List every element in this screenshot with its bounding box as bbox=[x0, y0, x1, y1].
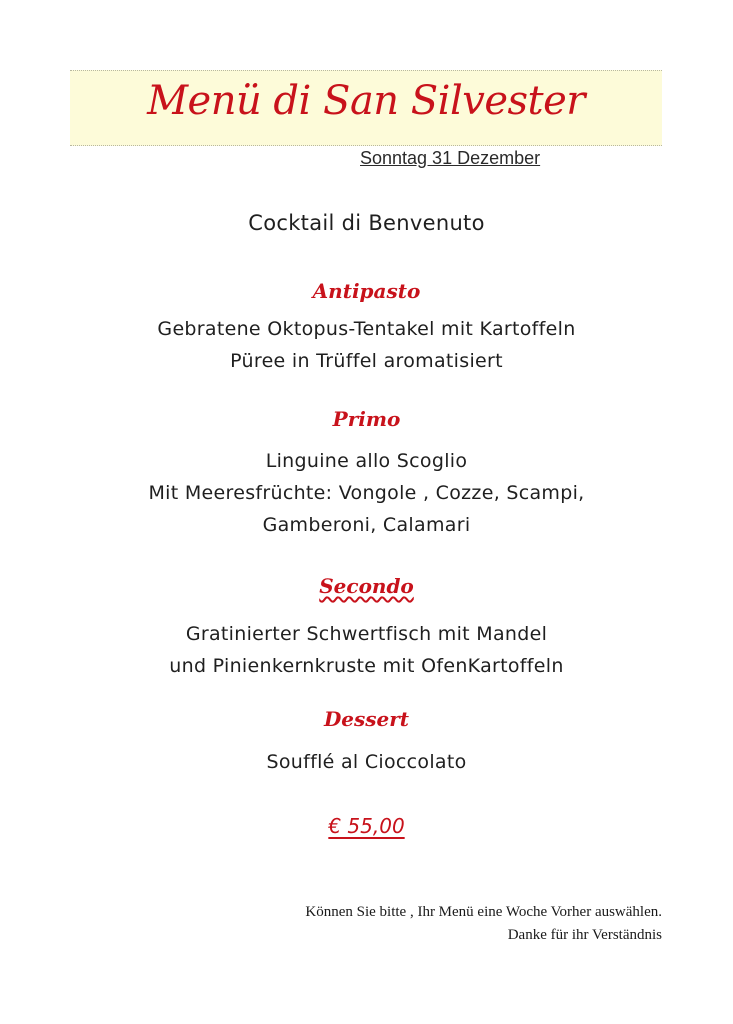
course-heading-secondo bbox=[0, 574, 733, 598]
antipasto-line-2: Püree in Trüffel aromatisiert bbox=[230, 350, 503, 372]
dessert-line-1: Soufflé al Cioccolato bbox=[266, 751, 467, 773]
menu-title: Menü di San Silvester bbox=[147, 78, 585, 124]
secondo-line-2: und Pinienkernkruste mit OfenKartoffeln bbox=[169, 655, 564, 677]
footer-note-1: Können Sie bitte , Ihr Menü eine Woche Vorher auswählen. bbox=[305, 904, 662, 920]
primo-line-2: Mit Meeresfrüchte: Vongole , Cozze, Scampi, bbox=[148, 482, 585, 504]
menu-price bbox=[0, 814, 733, 838]
welcome-cocktail: Cocktail di Benvenuto bbox=[248, 211, 485, 235]
secondo-label: Secondo bbox=[319, 574, 414, 598]
course-heading-dessert: Dessert bbox=[323, 707, 410, 731]
secondo-line-1: Gratinierter Schwertfisch mit Mandel bbox=[185, 623, 548, 645]
course-heading-antipasto: Antipasto bbox=[312, 279, 421, 303]
footer-note-2: Danke für ihr Verständnis bbox=[507, 927, 662, 943]
course-heading-primo: Primo bbox=[332, 407, 401, 431]
menu-date: Sonntag 31 Dezember bbox=[360, 148, 541, 168]
primo-line-1: Linguine allo Scoglio bbox=[265, 450, 468, 472]
price-value: € 55,00 bbox=[328, 814, 405, 838]
antipasto-line-1: Gebratene Oktopus-Tentakel mit Kartoffeln bbox=[157, 318, 576, 340]
primo-line-3: Gamberoni, Calamari bbox=[262, 514, 471, 536]
